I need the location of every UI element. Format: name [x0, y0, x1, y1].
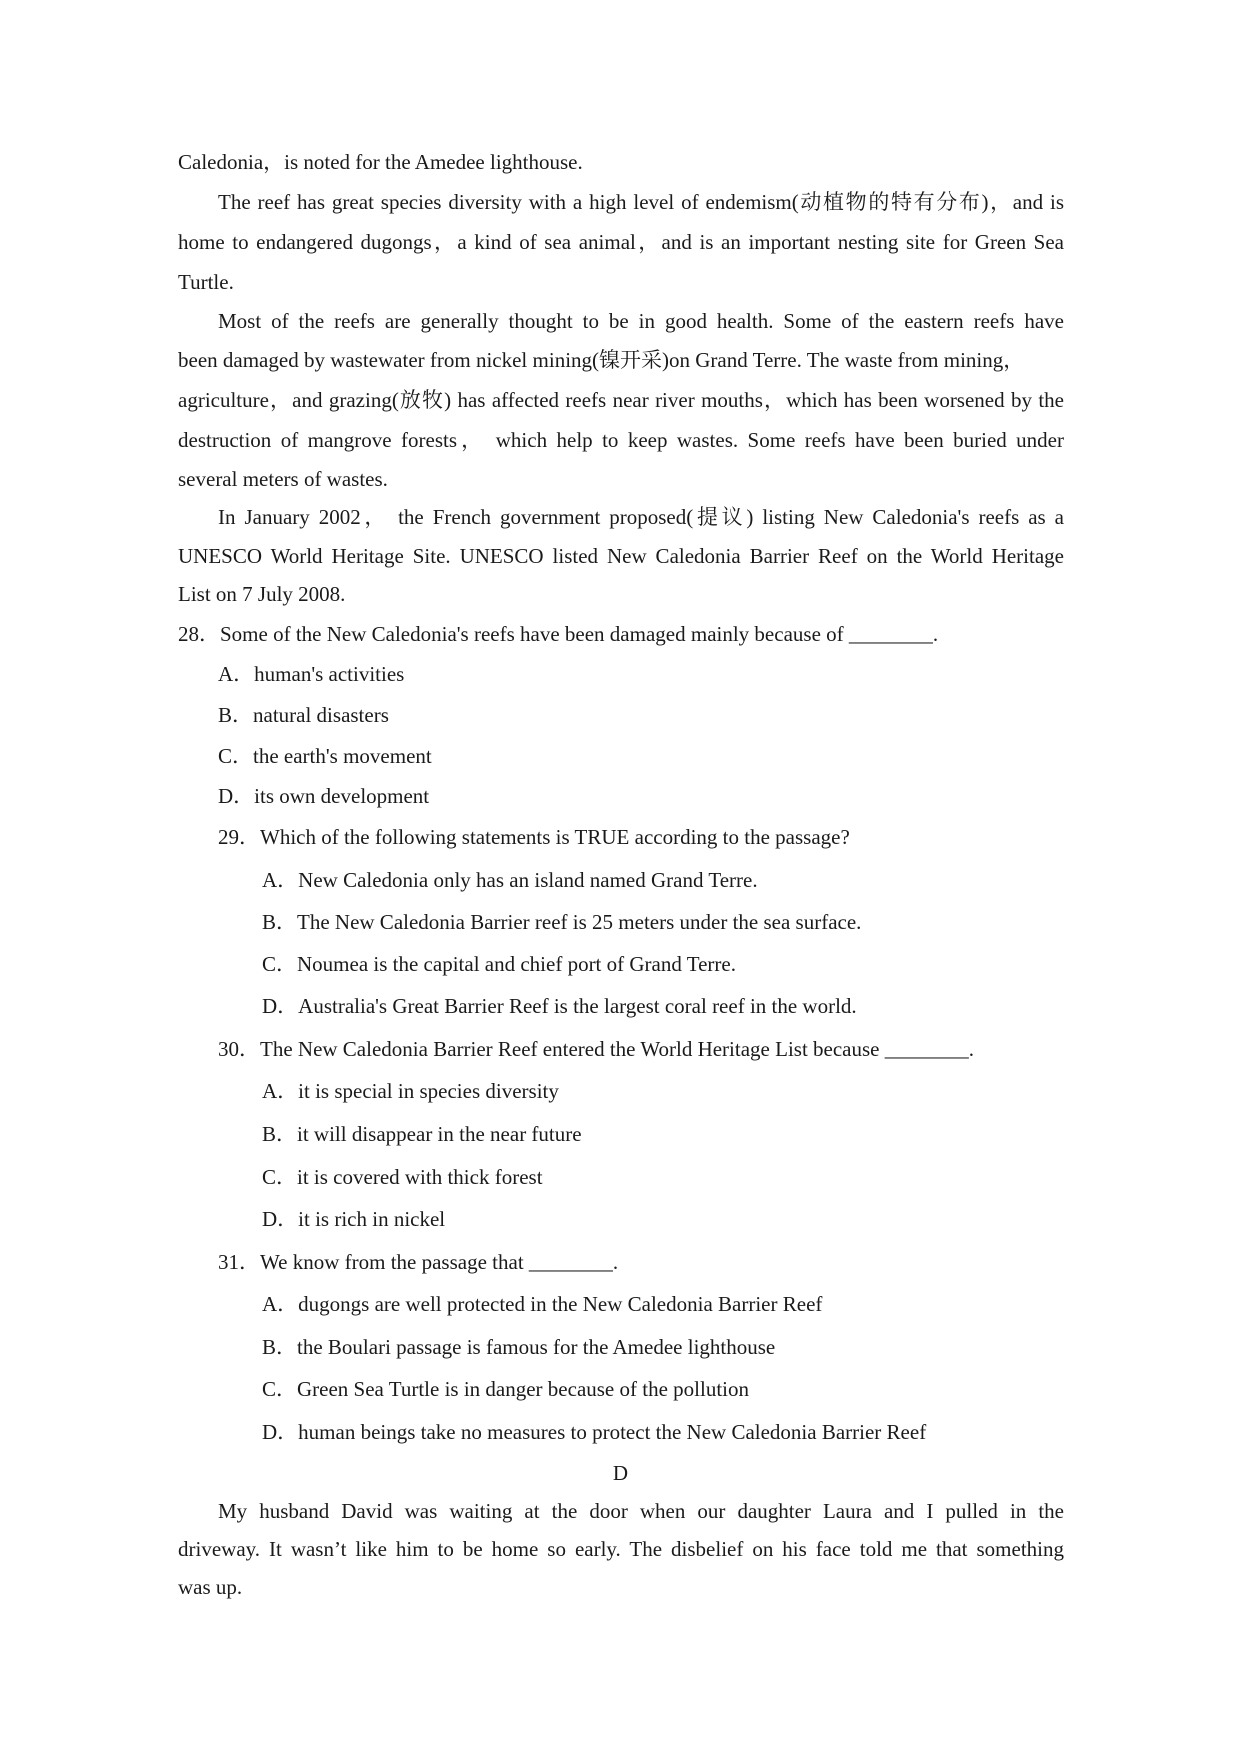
- passage-c-line: Caledonia，is noted for the Amedee lighthouse.: [178, 150, 583, 174]
- question-28-option-a: A．human's activities: [218, 662, 405, 686]
- question-31-stem: 31．We know from the passage that ________.: [218, 1250, 619, 1274]
- question-31-option-c: C．Green Sea Turtle is in danger because of the pollution: [262, 1377, 749, 1401]
- section-d-heading: D: [612, 1461, 629, 1485]
- passage-c-paragraph-3-line: Most of the reefs are generally thought to be in good health. Some of the eastern reefs have: [218, 309, 1064, 333]
- question-31-option-b: B．the Boulari passage is famous for the Amedee lighthouse: [262, 1335, 776, 1359]
- passage-d-line: My husband David was waiting at the door when our daughter Laura and I pulled in the: [218, 1499, 1064, 1523]
- question-31-option-d: D．human beings take no measures to protect the New Caledonia Barrier Reef: [262, 1420, 927, 1444]
- passage-c-paragraph-3-line: been damaged by wastewater from nickel mining(镍开采)on Grand Terre. The waste from mining，: [178, 348, 1025, 372]
- question-29-option-a: A．New Caledonia only has an island named Grand Terre.: [262, 868, 758, 892]
- question-29-option-d: D．Australia's Great Barrier Reef is the largest coral reef in the world.: [262, 994, 857, 1018]
- question-31-option-a: A．dugongs are well protected in the New Caledonia Barrier Reef: [262, 1292, 823, 1316]
- question-28-option-d: D．its own development: [218, 784, 430, 808]
- passage-d-line: was up.: [178, 1575, 243, 1599]
- passage-c-paragraph-4-line: List on 7 July 2008.: [178, 582, 346, 606]
- passage-c-paragraph-3-line: destruction of mangrove forests， which help to keep wastes. Some reefs have been buried under: [178, 428, 1064, 452]
- passage-c-paragraph-2-line: Turtle.: [178, 270, 234, 294]
- passage-c-paragraph-4-line: In January 2002， the French government proposed(提议) listing New Caledonia's reefs as a: [218, 505, 1064, 529]
- question-30-stem: 30．The New Caledonia Barrier Reef entered the World Heritage List because ________.: [218, 1037, 974, 1061]
- question-28-option-c: C．the earth's movement: [218, 744, 432, 768]
- passage-c-paragraph-2-line: home to endangered dugongs，a kind of sea animal，and is an important nesting site for Green Sea: [178, 230, 1064, 254]
- question-30-option-a: A．it is special in species diversity: [262, 1079, 559, 1103]
- question-28-stem: 28．Some of the New Caledonia's reefs have been damaged mainly because of ________.: [178, 622, 939, 646]
- question-28-option-b: B．natural disasters: [218, 703, 389, 727]
- question-30-option-d: D．it is rich in nickel: [262, 1207, 446, 1231]
- question-29-option-b: B．The New Caledonia Barrier reef is 25 meters under the sea surface.: [262, 910, 862, 934]
- passage-c-paragraph-3-line: agriculture，and grazing(放牧) has affected reefs near river mouths，which has been worsened by the: [178, 388, 1064, 412]
- question-29-option-c: C．Noumea is the capital and chief port of Grand Terre.: [262, 952, 736, 976]
- passage-c-paragraph-4-line: UNESCO World Heritage Site. UNESCO listed New Caledonia Barrier Reef on the World Heritage: [178, 544, 1064, 568]
- question-30-option-b: B．it will disappear in the near future: [262, 1122, 582, 1146]
- passage-c-paragraph-3-line: several meters of wastes.: [178, 467, 388, 491]
- question-30-option-c: C．it is covered with thick forest: [262, 1165, 543, 1189]
- question-29-stem: 29．Which of the following statements is TRUE according to the passage?: [218, 825, 850, 849]
- passage-c-paragraph-2-line: The reef has great species diversity with a high level of endemism(动植物的特有分布)，and is: [218, 190, 1064, 214]
- passage-d-line: driveway. It wasn’t like him to be home so early. The disbelief on his face told me that something: [178, 1537, 1064, 1561]
